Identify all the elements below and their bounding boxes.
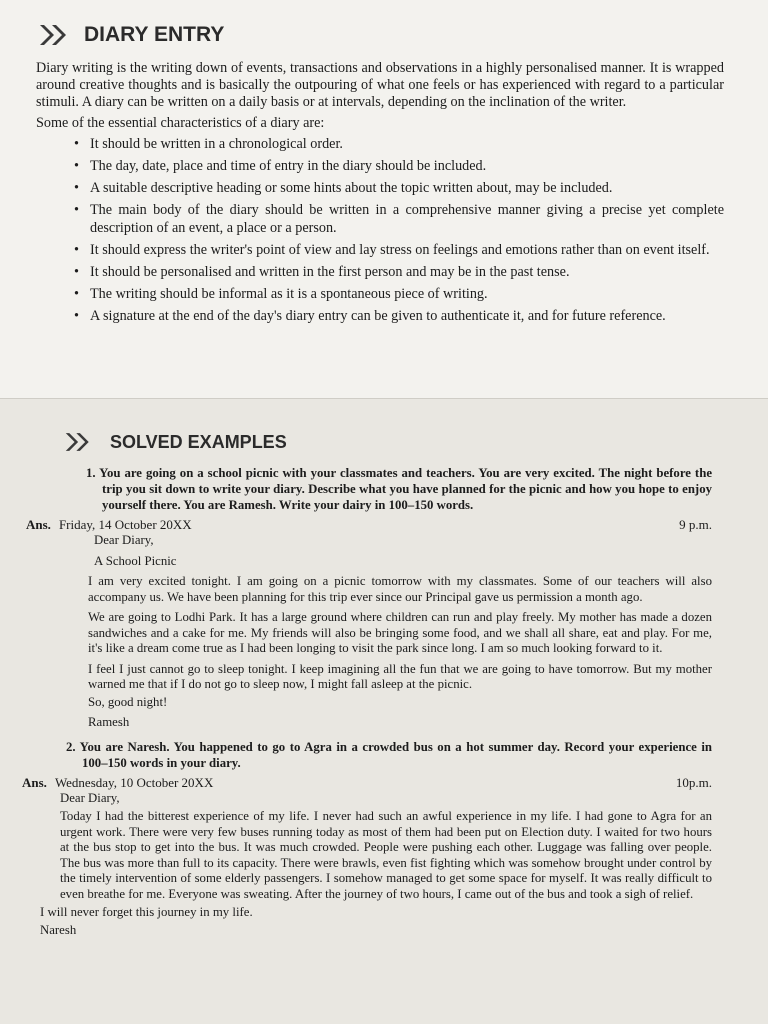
answer-label: Ans. [26, 517, 51, 532]
answer-2-header [22, 775, 712, 791]
list-item: • It should express the writer's point of view and lay stress on feelings and emotions rather than on event itself. [74, 242, 724, 260]
double-chevron-icon [64, 429, 100, 455]
signature: Ramesh [88, 715, 130, 729]
entry-paragraph: Today I had the bitterest experience of my life. I never had such an awful experience in my life. I had gone to Agra for an urgent work. There were very few buses running today as most of them had been put on Election duty. I waited for two hours at the bus stop to get into the bus. It was much crowded. People were pushing each other. Luggage was falling over people. The bus was more than full to its capacity. There were brawls, even fist fighting which was somehow brought under control by the timely intervention of some elderly passengers. I somehow managed to get some space for myself. It was really difficult to even breathe for me. Everyone was sweating. After the journey of two hours, I came out of the bus and took a sigh of relief. [60, 809, 712, 901]
list-item: • The main body of the diary should be written in a comprehensive manner giving a precise yet complete description of an event, a place or a person. [74, 202, 724, 237]
section-heading-solved-examples [64, 429, 712, 455]
section-title: SOLVED EXAMPLES [110, 431, 287, 452]
entry-heading: A School Picnic [94, 553, 177, 568]
intro-paragraph: Diary writing is the writing down of events, transactions and observations in a highly personalised manner. It is wrapped around creative thoughts and is basically the outpouring of what one feels or has experienced with regard to a particular stimuli. A diary can be written on a daily basis or at intervals, depending on the inclination of the writer. [36, 60, 724, 110]
answer-1-header [26, 517, 712, 533]
diary-entry-2 [36, 791, 712, 939]
entry-time: 10p.m. [675, 774, 712, 790]
question-1 [76, 465, 712, 513]
entry-paragraph: So, good night! [88, 694, 168, 709]
page-bottom [0, 398, 768, 1024]
characteristics-list [36, 136, 724, 325]
list-item: • A signature at the end of the day's diary entry can be given to authenticate it, and for future reference. [74, 308, 724, 326]
entry-paragraph: I will never forget this journey in my life. [40, 905, 253, 919]
diary-entry-1 [36, 533, 712, 731]
entry-paragraph: We are going to Lodhi Park. It has a large ground where children can run and play freely. My mother has made a dozen sandwiches and a cake for me. My friends will also be bringing some food, and we shall all share, eat and play. For me, it's like a dream come true as I had been longing to visit the park since long. I am so much looking forward to it. [88, 610, 712, 655]
question-text: You are Naresh. You happened to go to Agra in a crowded bus on a hot summer day. Record your experience in 100–150 words in your diary. [79, 739, 712, 770]
list-item: • It should be written in a chronological order. [74, 136, 724, 154]
entry-date: Friday, 14 October 20XX [58, 517, 192, 532]
double-chevron-icon [38, 22, 74, 48]
salutation: Dear Diary, [94, 533, 154, 547]
entry-time: 9 p.m. [679, 517, 712, 532]
entry-paragraph: I feel I just cannot go to sleep tonight. I keep imagining all the fun that we are going to have tomorrow. But my mother warned me that if I do not go to sleep now, I might fall asleep at the picnic. [88, 661, 712, 691]
section-heading-diary-entry [38, 22, 724, 48]
question-text: You are going on a school picnic with your classmates and teachers. You are very excited. The night before the trip you sit down to write your diary. Describe what you have planned for the picnic and how you hope to enjoy yourself there. You are Ramesh. Write your dairy in 100–150 words. [99, 466, 712, 512]
question-number: 1. [86, 466, 96, 480]
question-2 [56, 739, 712, 771]
list-item: • A suitable descriptive heading or some hints about the topic written about, may be included. [74, 180, 724, 198]
list-item: • The writing should be informal as it is a spontaneous piece of writing. [74, 286, 724, 304]
list-item: • It should be personalised and written in the first person and may be in the past tense. [74, 264, 724, 282]
question-number: 2. [66, 739, 76, 754]
list-item: • The day, date, place and time of entry in the diary should be included. [74, 158, 724, 176]
section-title: DIARY ENTRY [84, 23, 225, 46]
salutation: Dear Diary, [60, 790, 120, 805]
entry-date: Wednesday, 10 October 20XX [54, 774, 214, 790]
answer-label: Ans. [22, 774, 47, 790]
page-top [0, 0, 768, 398]
signature: Naresh [40, 922, 77, 937]
entry-paragraph: I am very excited tonight. I am going on a picnic tomorrow with my classmates. Some of our teachers will also accompany us. We have been planning for this trip ever since our Principal gave us permission a month ago. [88, 574, 712, 604]
list-intro: Some of the essential characteristics of a diary are: [36, 115, 325, 131]
